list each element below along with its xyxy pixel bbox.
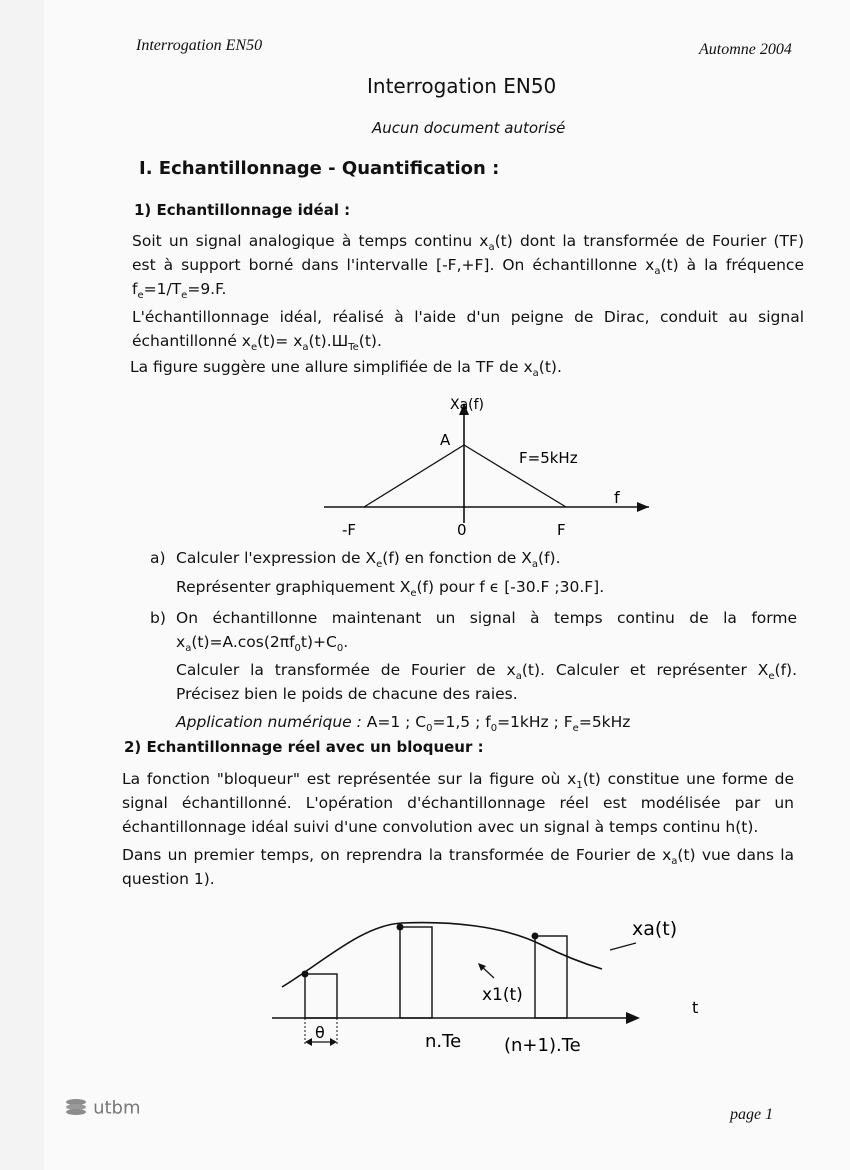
question-b-line1: On échantillonne maintenant un signal à temps continu de la forme — [176, 609, 797, 627]
theta-arrow-left — [305, 1038, 312, 1046]
fig1-ylabel: Xa(f) — [450, 397, 485, 413]
sub2-para2-line2: question 1). — [122, 870, 215, 888]
numerical-application-label: Application numérique : — [176, 713, 362, 731]
utbm-logo-icon — [64, 1097, 88, 1119]
fig2-tick-n1: (n+1).Te — [504, 1035, 581, 1056]
para2-line1: L'échantillonnage idéal, réalisé à l'aide d'un peigne de Dirac, conduit au signal — [132, 308, 804, 326]
page-title: Interrogation EN50 — [367, 74, 557, 98]
hold-pulse-1 — [305, 974, 337, 1018]
header-left: Interrogation EN50 — [136, 37, 263, 54]
fig2-tick-n: n.Te — [425, 1031, 462, 1052]
sub2-para1-line3: échantillonnage idéal suivi d'une convolution avec un signal à temps continu h(t). — [122, 818, 759, 836]
hold-pulse-2 — [400, 927, 432, 1018]
para2-line2: échantillonné $x_e(t)= x_a(t).Ш_{Te}(t)$. — [132, 332, 382, 354]
xa-curve — [282, 923, 602, 987]
theta-arrow-right — [330, 1038, 337, 1046]
document-page — [44, 0, 850, 1170]
question-a-line1: Calculer l'expression de $X_e(f)$ en fonction de $X_a(f)$. — [176, 549, 561, 571]
numerical-application — [176, 710, 630, 741]
t-axis-arrow — [626, 1012, 640, 1024]
sample-point-2 — [397, 924, 404, 931]
fig2-axis-label: t — [692, 998, 699, 1017]
para1-line3: $f_e=1/T_e=9.F$. — [132, 280, 227, 302]
utbm-logo-text: utbm — [93, 1097, 141, 1119]
fig1-xlabel: f — [614, 488, 620, 507]
fig1-peak-label: A — [440, 431, 451, 449]
fig1-tick-pos: F — [557, 521, 566, 539]
page-subtitle: Aucun document autorisé — [372, 119, 566, 137]
spectrum-figure — [294, 385, 654, 545]
section-heading: I. Echantillonnage - Quantification : — [139, 158, 500, 179]
fig2-theta: θ — [315, 1023, 325, 1042]
subsection-heading-1: 1) Echantillonnage idéal : — [134, 201, 351, 219]
fig1-tick-neg: -F — [342, 521, 357, 539]
para3: La figure suggère une allure simplifiée de la TF de $x_a(t)$. — [130, 358, 562, 380]
fig1-annotation: F=5kHz — [519, 449, 578, 467]
curve-label-leader — [610, 943, 636, 950]
question-a-label: a) — [150, 549, 166, 567]
question-b-line2: $x_a(t)=A.\cos(2\pi f_0t)+C_0$. — [176, 633, 349, 655]
fig2-x1-label: x1(t) — [482, 985, 523, 1005]
question-b-label: b) — [150, 609, 166, 627]
page-number: page 1 — [730, 1106, 774, 1123]
hold-pulse-3 — [535, 936, 567, 1018]
header-right: Automne 2004 — [699, 41, 792, 58]
sample-point-1 — [302, 971, 309, 978]
numerical-application-values: A=1 ; $C_0=1,5$ ; $f_0=1kHz$ ; $F_e=5kHz$ — [366, 713, 631, 735]
sample-hold-figure — [262, 895, 702, 1070]
fig1-tick-zero: 0 — [457, 521, 467, 539]
sub2-para1-line2: signal échantillonné. L'opération d'échantillonnage réel est modélisée par un — [122, 794, 794, 812]
sub2-para1-line1: La fonction "bloqueur" est représentée sur la figure où $x_1(t)$ constitue une forme de — [122, 770, 794, 792]
subsection-heading-2: 2) Echantillonnage réel avec un bloqueur : — [124, 738, 484, 756]
question-b-line4: Précisez bien le poids de chacune des raies. — [176, 685, 518, 703]
question-a-line2: Représenter graphiquement $X_e(f)$ pour f ϵ [-30.F ;30.F]. — [176, 578, 605, 600]
sub2-para2-line1: Dans un premier temps, on reprendra la transformée de Fourier de $x_a(t)$ vue dans la — [122, 846, 795, 868]
f-axis-arrow — [637, 502, 649, 512]
para1-line2: est à support borné dans l'intervalle [-F,+F]. On échantillonne $x_a(t)$ à la fréquence — [132, 256, 804, 278]
utbm-logo — [64, 1097, 141, 1119]
para1-line1: Soit un signal analogique à temps continu $x_a(t)$ dont la transformée de Fourier (TF) — [132, 232, 804, 254]
fig2-curve-label: xa(t) — [632, 918, 678, 940]
sample-point-3 — [532, 933, 539, 940]
question-b-line3: Calculer la transformée de Fourier de $x_a(t)$. Calculer et représenter $X_e(f)$. — [176, 661, 798, 683]
